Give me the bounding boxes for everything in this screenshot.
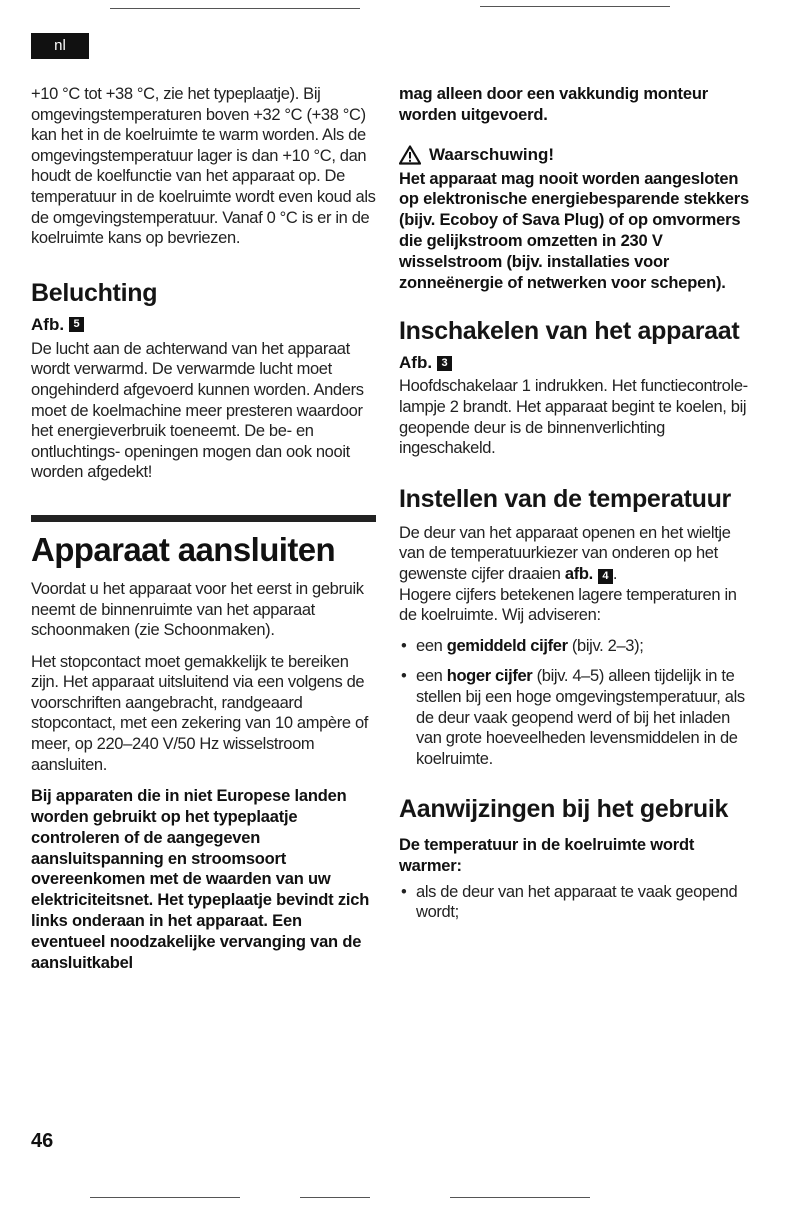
temperature-instruction: De deur van het apparaat openen en het wieltje van de temperatuurkiezer van onderen op het gewenste cijfer draaien	[399, 523, 731, 583]
bottom-scan-line-right	[300, 1197, 370, 1198]
list-item: • als de deur van het apparaat te vaak geopend wordt;	[399, 882, 749, 923]
list-item: • een gemiddeld cijfer (bijv. 2–3);	[399, 636, 749, 657]
switch-on-text: Hoofdschakelaar 1 indrukken. Het functiecontrole- lampje 2 brandt. Het apparaat begint te koelen, bij geopende deur is de binnenverlichting ingeschakeld.	[399, 377, 748, 458]
top-scan-line-right	[480, 6, 670, 7]
temperature-text-2: Hogere cijfers betekenen lagere temperaturen in de koelruimte. Wij adviseren:	[399, 585, 737, 625]
temperature-text-1	[399, 523, 749, 585]
ventilation-heading: Beluchting	[31, 278, 158, 307]
connect-paragraph-2: Het stopcontact moet gemakkelijk te bereiken zijn. Het apparaat uitsluitend via een volgens de voorschriften aangebracht, randgeaard stopcontact, met een zekering van 10 ampère of meer, op 220–240 V/50 Hz wisselstroom aansluiten.	[31, 652, 369, 774]
ventilation-figure-ref	[31, 314, 376, 336]
usage-list	[399, 882, 749, 923]
temperature-heading: Instellen van de temperatuur	[399, 484, 731, 513]
switch-on-figure-ref	[399, 352, 749, 374]
section-divider	[31, 515, 376, 522]
connect-heading: Apparaat aansluiten	[31, 530, 336, 568]
usage-heading: Aanwijzingen bij het gebruik	[399, 795, 729, 824]
bottom-scan-line-far	[450, 1197, 590, 1198]
bottom-scan-line	[90, 1197, 240, 1198]
figure-number-box: 5	[69, 317, 84, 332]
left-column	[31, 84, 376, 973]
temperature-advice-list	[399, 636, 749, 770]
connect-bold-paragraph: Bij apparaten die in niet Europese landen worden gebruikt op het typeplaatje controleren of de aangegeven aansluitspanning en stroomsoort overeenkomen met de waarden van uw elektriciteitsnet. Het typeplaatje bevindt zich links onderaan in het apparaat. Een eventueel noodzakelijke vervanging van de aansluitkabel	[31, 787, 370, 972]
list-item: • een hoger cijfer (bijv. 4–5) alleen tijdelijk in te stellen bij een hoge omgevingstemperatuur, als de deur vaak geopend werd of bij het inladen van grote hoeveelheden levensmiddelen in de koelruimte.	[399, 666, 749, 769]
figure-number-box: 3	[437, 356, 452, 371]
page-number: 46	[31, 1130, 54, 1152]
connect-paragraph-1: Voordat u het apparaat voor het eerst in gebruik neemt de binnenruimte van het apparaat schoonmaken (zie Schoonmaken).	[31, 579, 364, 640]
warning-triangle-icon	[399, 145, 421, 165]
language-badge: nl	[31, 33, 89, 59]
right-column	[399, 84, 749, 923]
usage-subheading: De temperatuur in de koelruimte wordt warmer:	[399, 836, 695, 876]
warning-title: Waarschuwing!	[429, 144, 554, 164]
warning-heading	[399, 144, 749, 166]
figure-number-box: 4	[598, 569, 613, 584]
switch-on-heading: Inschakelen van het apparaat	[399, 317, 740, 346]
intro-paragraph: +10 °C tot +38 °C, zie het typeplaatje). Bij omgevingstemperaturen boven +32 °C (+38 °C) kan het in de koelruimte te warm worden. Als de omgevingstemperatuur lager is dan +10 °C, dan houdt de koelfunctie van het apparaat op. De temperatuur in de koelruimte wordt even koud als de omgevingstemperatuur. Vanaf 0 °C is er in de koelruimte kans op bevriezen.	[31, 85, 376, 248]
figure-label: Afb.	[31, 314, 65, 334]
figure-label: afb.	[564, 564, 593, 583]
bold-continuation: mag alleen door een vakkundig monteur worden uitgevoerd.	[399, 85, 708, 124]
figure-label: Afb.	[399, 353, 433, 373]
figure-suffix: .	[612, 564, 618, 583]
ventilation-text: De lucht aan de achterwand van het apparaat wordt verwarmd. De verwarmde lucht moet ongehinderd afgevoerd kunnen worden. Anders moet de koelmachine meer presteren waardoor het energieverbruik toeneemt. De be- en ontluchtings- openingen mogen dan ook nooit worden afgedekt!	[31, 339, 364, 482]
warning-text: Het apparaat mag nooit worden aangesloten op elektronische energiebesparende stekkers (bijv. Ecoboy of Sava Plug) of op omvormers die gelijkstroom omzetten in 230 V wisselstroom (bijv. installaties voor zonneënergie of netwerken voor schepen).	[399, 169, 749, 292]
top-scan-line	[110, 8, 360, 9]
